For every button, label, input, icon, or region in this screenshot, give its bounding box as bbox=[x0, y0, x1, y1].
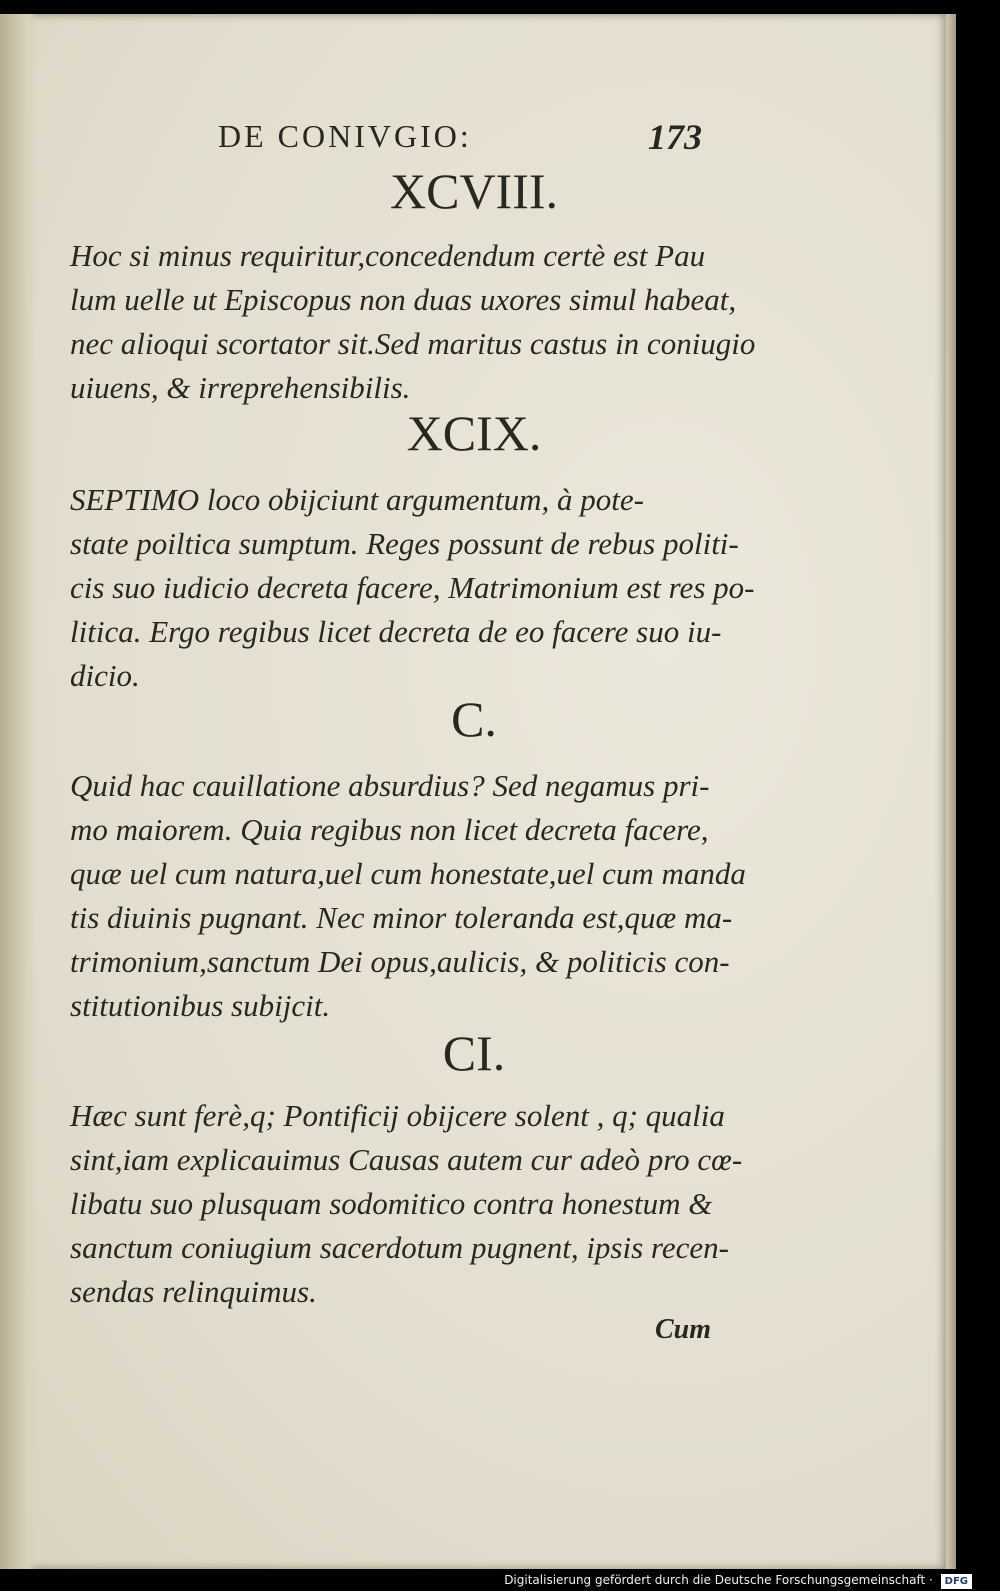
text-line: Hoc si minus requiritur,concedendum certè est Pau bbox=[70, 238, 706, 273]
page-edge bbox=[946, 14, 956, 1569]
text-line: sendas relinquimus. bbox=[70, 1274, 317, 1309]
text-line: state poiltica sumptum. Reges possunt de rebus politi- bbox=[70, 526, 739, 561]
section-numeral: XCVIII. bbox=[389, 163, 559, 219]
text-line: lum uelle ut Episcopus non duas uxores simul habeat, bbox=[70, 282, 737, 317]
text-line: Hæc sunt ferè,q; Pontificij obijcere solent , q; qualia bbox=[70, 1098, 725, 1133]
text-line: Quid hac cauillatione absurdius? Sed negamus pri- bbox=[70, 768, 710, 803]
running-title: DE CONIVGIO: bbox=[218, 118, 472, 154]
text-line: quæ uel cum natura,uel cum honestate,uel cum manda bbox=[70, 856, 746, 891]
dfg-logo-icon: DFG bbox=[941, 1574, 972, 1589]
section-paragraph bbox=[70, 1094, 743, 1314]
text-line: trimonium,sanctum Dei opus,aulicis, & politicis con- bbox=[70, 944, 730, 979]
text-line: tis diuinis pugnant. Nec minor toleranda est,quæ ma- bbox=[70, 900, 733, 935]
text-line: uiuens, & irreprehensibilis. bbox=[70, 370, 411, 405]
text-line: mo maiorem. Quia regibus non licet decreta facere, bbox=[70, 812, 709, 847]
book-page bbox=[0, 14, 948, 1569]
page-gutter bbox=[0, 14, 38, 1569]
text-line: litica. Ergo regibus licet decreta de eo facere suo iu- bbox=[70, 614, 722, 649]
section-paragraph bbox=[70, 478, 755, 698]
section-paragraph bbox=[70, 764, 746, 1028]
text-line: dicio. bbox=[70, 658, 140, 693]
section-paragraph bbox=[70, 234, 756, 410]
page-number: 173 bbox=[648, 117, 702, 157]
digitization-credit bbox=[504, 1573, 972, 1589]
text-line: libatu suo plusquam sodomitico contra honestum & bbox=[70, 1186, 713, 1221]
catchword: Cum bbox=[655, 1314, 712, 1345]
section-numeral: XCIX. bbox=[406, 405, 542, 461]
section-numeral: C. bbox=[451, 691, 497, 747]
section-numeral: CI. bbox=[442, 1025, 506, 1081]
text-line: sanctum coniugium sacerdotum pugnent, ipsis recen- bbox=[70, 1230, 729, 1265]
text-line: cis suo iudicio decreta facere, Matrimonium est res po- bbox=[70, 570, 755, 605]
text-line: stitutionibus subijcit. bbox=[70, 988, 331, 1023]
text-line: nec alioqui scortator sit.Sed maritus castus in coniugio bbox=[70, 326, 756, 361]
text-line: SEPTIMO loco obijciunt argumentum, à pote- bbox=[70, 482, 644, 517]
credit-text: Digitalisierung gefördert durch die Deutsche Forschungsgemeinschaft · bbox=[504, 1573, 933, 1587]
text-line: sint,iam explicauimus Causas autem cur adeò pro cœ- bbox=[70, 1142, 743, 1177]
